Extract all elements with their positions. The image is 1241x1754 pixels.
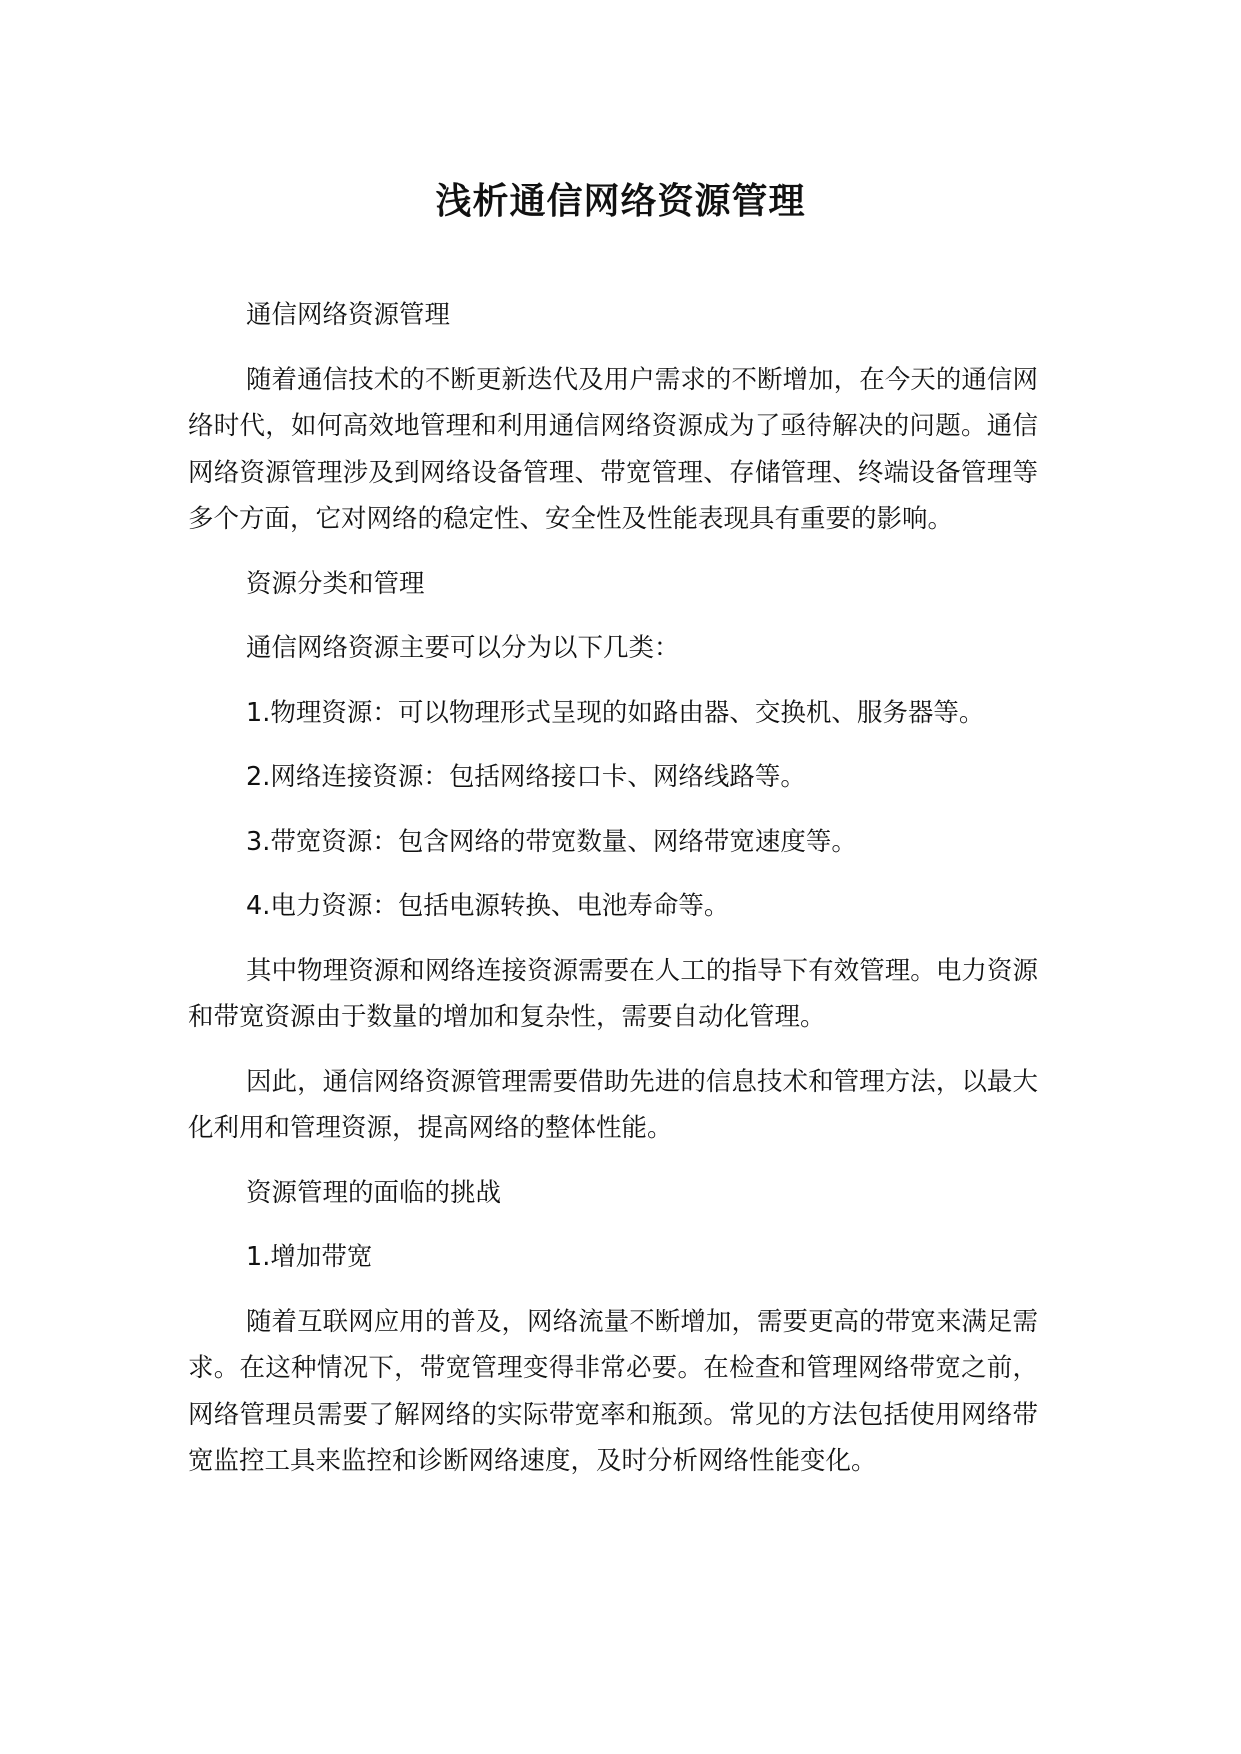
document-body — [188, 292, 1038, 1503]
body-paragraph: 因此，通信网络资源管理需要借助先进的信息技术和管理方法，以最大化利用和管理资源，提高网络的整体性能。 — [188, 1066, 1038, 1143]
list-item: 3.带宽资源：包含网络的带宽数量、网络带宽速度等。 — [246, 826, 857, 857]
section-heading: 通信网络资源管理 — [246, 300, 451, 330]
list-item: 2.网络连接资源：包括网络接口卡、网络线路等。 — [246, 762, 806, 792]
body-paragraph: 通信网络资源主要可以分为以下几类： — [246, 633, 680, 663]
section-heading: 资源管理的面临的挑战 — [246, 1177, 502, 1208]
body-paragraph: 随着通信技术的不断更新迭代及用户需求的不断增加，在今天的通信网络时代，如何高效地管理和利用通信网络资源成为了亟待解决的问题。通信网络资源管理涉及到网络设备管理、带宽管理、存储管理、终端设备管理等多个方面，它对网络的稳定性、安全性及性能表现具有重要的影响。 — [188, 364, 1038, 534]
section-heading: 资源分类和管理 — [246, 568, 425, 599]
subsection-heading: 1.增加带宽 — [246, 1242, 373, 1272]
list-item: 4.电力资源：包括电源转换、电池寿命等。 — [246, 891, 730, 921]
list-item: 1.物理资源：可以物理形式呈现的如路由器、交换机、服务器等。 — [246, 697, 985, 728]
body-paragraph: 随着互联网应用的普及，网络流量不断增加，需要更高的带宽来满足需求。在这种情况下，带宽管理变得非常必要。在检查和管理网络带宽之前，网络管理员需要了解网络的实际带宽率和瓶颈。常见的方法包括使用网络带宽监控工具来监控和诊断网络速度，及时分析网络性能变化。 — [188, 1306, 1038, 1476]
body-paragraph: 其中物理资源和网络连接资源需要在人工的指导下有效管理。电力资源和带宽资源由于数量的增加和复杂性，需要自动化管理。 — [188, 955, 1038, 1032]
document-title: 浅析通信网络资源管理 — [435, 181, 806, 222]
